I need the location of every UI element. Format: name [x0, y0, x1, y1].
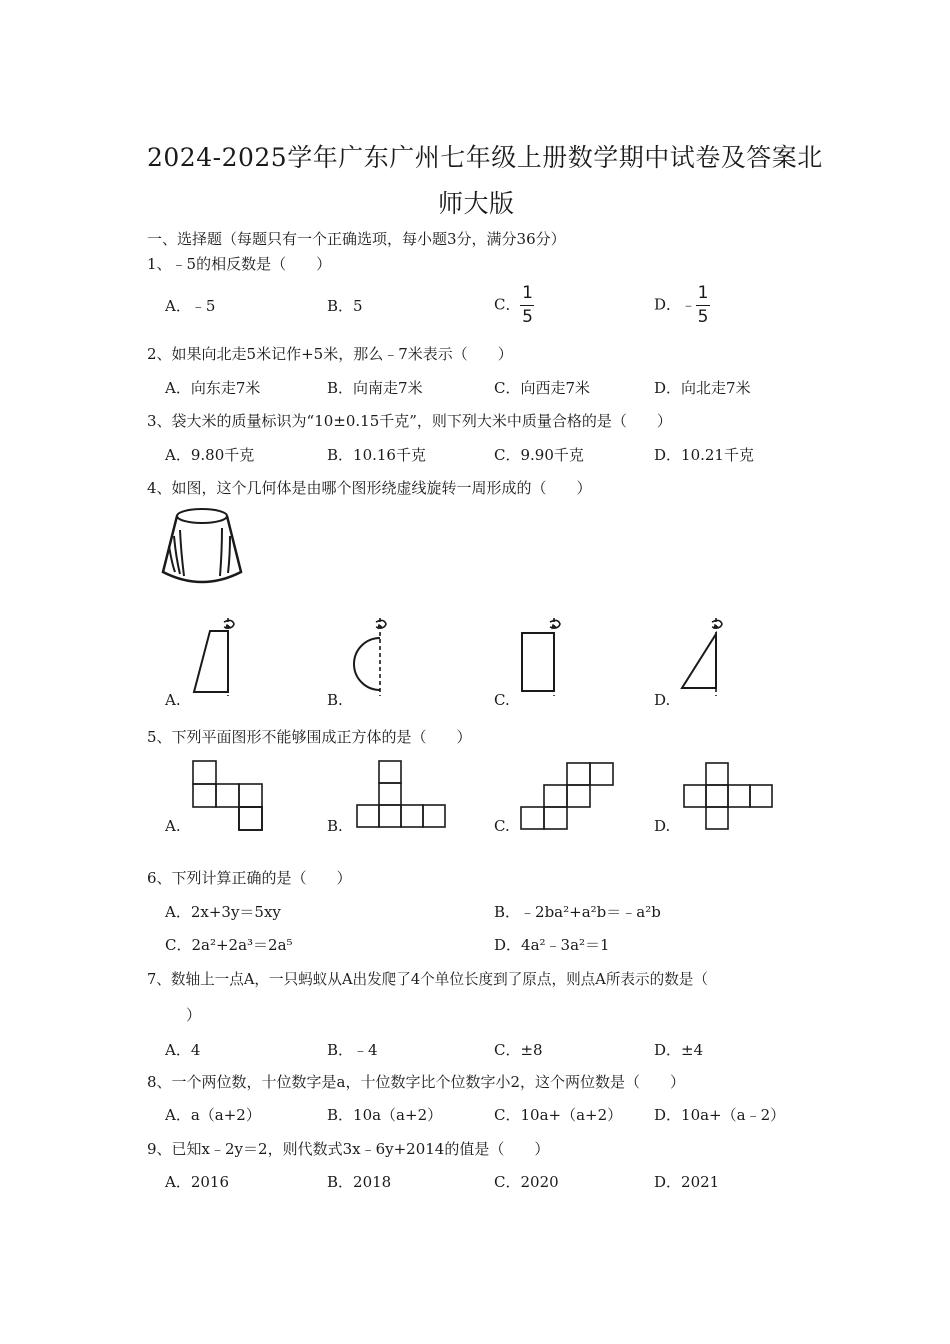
q9-option-c: C．2020 — [494, 1173, 559, 1191]
q2-option-d: D．向北走7米 — [654, 379, 751, 397]
q5-option-c: C. — [494, 817, 510, 835]
q8-option-c: C．10a+（a+2） — [494, 1106, 623, 1124]
q7-option-d: D．±4 — [654, 1041, 704, 1059]
q2-option-a: A．向东走7米 — [165, 379, 261, 397]
q8-stem: 8、一个两位数，十位数字是a，十位数字比个位数字小2，这个两位数是（ ） — [147, 1073, 686, 1091]
q3-option-a: A．9.80千克 — [165, 446, 255, 464]
q1-stem: 1、﹣5的相反数是（ ） — [147, 255, 332, 273]
q3-option-c: C．9.90千克 — [494, 446, 584, 464]
q5-option-a: A. — [165, 817, 181, 835]
q4-option-d: D. — [654, 691, 671, 709]
q4-option-c: C. — [494, 691, 510, 709]
q2-option-b: B．向南走7米 — [327, 379, 423, 397]
q8-option-a: A．a（a+2） — [165, 1106, 261, 1124]
fraction-denominator: 5 — [697, 307, 709, 327]
q6-option-b: B．﹣2ba²+a²b＝﹣a²b — [494, 903, 661, 921]
q7-stem-line-1: 7、数轴上一点A，一只蚂蚁从A出发爬了4个单位长度到了原点，则点A所表示的数是（ — [147, 971, 708, 988]
q6-stem: 6、下列计算正确的是（ ） — [147, 869, 352, 887]
q7-option-a: A．4 — [165, 1041, 201, 1059]
q9-option-d: D．2021 — [654, 1173, 720, 1191]
q2-option-c: C．向西走7米 — [494, 379, 591, 397]
q6-option-d: D．4a²﹣3a²＝1 — [494, 936, 610, 954]
q7-option-b: B．﹣4 — [327, 1041, 378, 1059]
q1-option-d — [654, 285, 710, 326]
q1-option-b: B．5 — [327, 297, 363, 315]
q5-net-a-tail — [239, 807, 263, 831]
fraction-denominator: 5 — [522, 307, 533, 327]
q7-stem-line-2: ） — [186, 1006, 202, 1024]
q1-option-c — [494, 285, 534, 326]
q6-option-a: A．2x+3y＝5xy — [165, 903, 281, 921]
q5-net-d — [684, 762, 776, 830]
q3-stem: 3、袋大米的质量标识为“10±0.15千克”，则下列大米中质量合格的是（ ） — [147, 412, 672, 430]
q7-option-c: C．±8 — [494, 1041, 543, 1059]
frustum-figure — [160, 506, 244, 588]
q5-stem: 5、下列平面图形不能够围成正方体的是（ ） — [147, 728, 472, 746]
q1-option-a: A．﹣5 — [165, 297, 216, 315]
fraction-numerator: 1 — [522, 283, 533, 303]
q8-option-d: D．10a+（a﹣2） — [654, 1106, 786, 1124]
q4-stem: 4、如图，这个几何体是由哪个图形绕虚线旋转一周形成的（ ） — [147, 479, 592, 497]
q1-option-c-label: C． — [494, 295, 521, 314]
q4-figure-a — [188, 616, 248, 696]
q5-net-b — [356, 760, 448, 832]
q1-option-d-fraction — [696, 285, 710, 326]
q1-option-d-label: D．﹣ — [654, 295, 697, 314]
q9-option-b: B．2018 — [327, 1173, 392, 1191]
fraction-numerator: 1 — [697, 283, 709, 303]
frustum-top-ellipse — [177, 509, 227, 523]
q9-stem: 9、已知x﹣2y＝2，则代数式3x﹣6y+2014的值是（ ） — [147, 1140, 550, 1158]
q5-net-c — [520, 762, 616, 830]
page-title-line-2: 师大版 — [438, 189, 515, 218]
q6-option-c: C．2a²+2a³＝2a⁵ — [165, 936, 293, 954]
q4-option-b: B. — [327, 691, 343, 709]
page-title-line-1: 2024-2025学年广东广州七年级上册数学期中试卷及答案北 — [147, 143, 823, 172]
q5-option-d: D. — [654, 817, 671, 835]
q4-figure-d — [678, 616, 738, 696]
q4-figure-c — [512, 616, 572, 696]
q3-option-d: D．10.21千克 — [654, 446, 754, 464]
q5-option-b: B. — [327, 817, 343, 835]
q9-option-a: A．2016 — [165, 1173, 230, 1191]
q4-figure-b — [350, 616, 410, 696]
q2-stem: 2、如果向北走5米记作+5米，那么﹣7米表示（ ） — [147, 345, 513, 363]
q1-option-c-fraction — [520, 285, 534, 326]
q8-option-b: B．10a（a+2） — [327, 1106, 443, 1124]
q4-option-a: A. — [165, 691, 181, 709]
q3-option-b: B．10.16千克 — [327, 446, 426, 464]
section-heading: 一、选择题（每题只有一个正确选项，每小题3分，满分36分） — [147, 230, 566, 248]
